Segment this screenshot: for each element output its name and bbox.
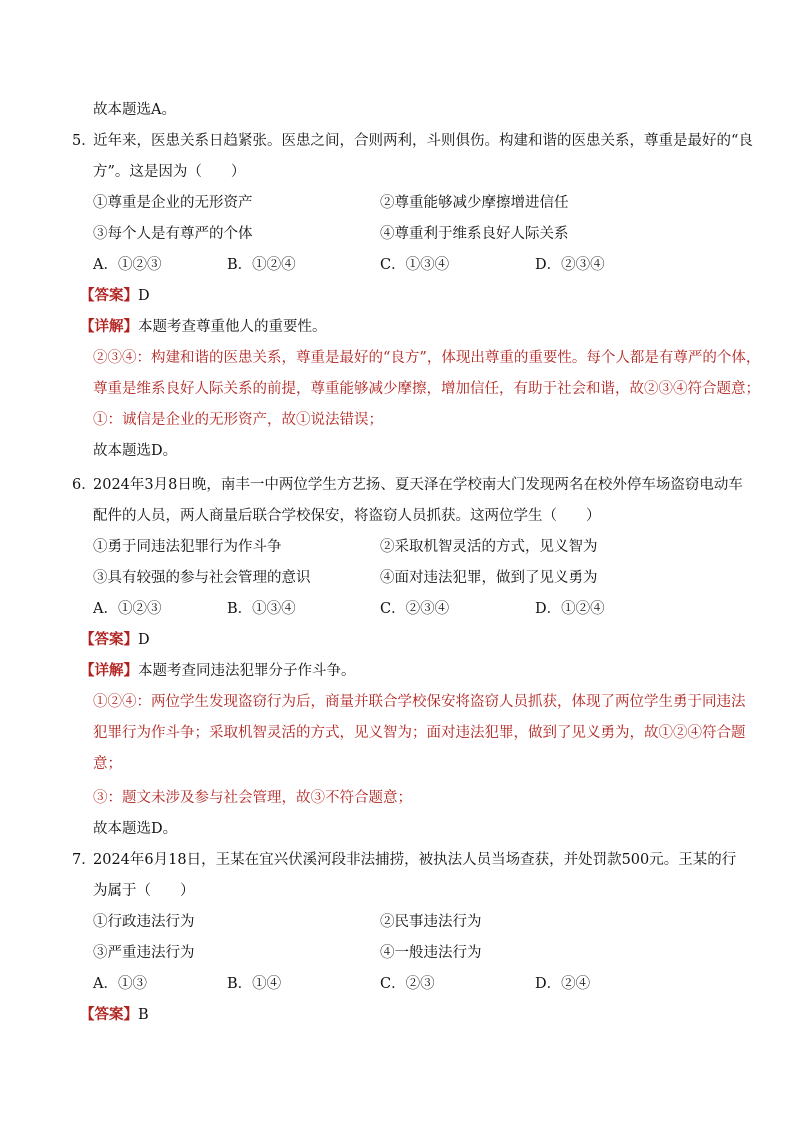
choice-c: C．①③④ bbox=[380, 257, 450, 273]
question-stem-line-2: 方”。这是因为（ ） bbox=[93, 164, 246, 180]
question-number: 7． bbox=[72, 852, 96, 868]
choice-d: D．②④ bbox=[535, 976, 591, 992]
answer-line bbox=[80, 286, 150, 306]
statement-4: ④一般违法行为 bbox=[380, 945, 482, 961]
conclusion: 故本题选D。 bbox=[93, 821, 178, 837]
analysis-line-4: ③：题文未涉及参与社会管理，故③不符合题意； bbox=[93, 790, 412, 806]
choice-a: A．①③ bbox=[93, 976, 147, 992]
choice-c: C．②③④ bbox=[380, 601, 450, 617]
detail-tag: 【详解】 bbox=[80, 318, 138, 335]
choice-b: B．①③④ bbox=[227, 601, 296, 617]
detail-text: 本题考查同违法犯罪分子作斗争。 bbox=[138, 663, 356, 679]
question-stem-line-1: 2024年3月8日晚，南丰一中两位学生方艺扬、夏天泽在学校南大门发现两名在校外停车场盗窃电动车 bbox=[93, 477, 743, 493]
choice-a: A．①②③ bbox=[93, 257, 162, 273]
answer-line bbox=[80, 1005, 149, 1025]
statement-2: ②民事违法行为 bbox=[380, 914, 482, 930]
choice-d: D．①②④ bbox=[535, 601, 605, 617]
answer-value: B bbox=[138, 1007, 149, 1023]
statement-1: ①行政违法行为 bbox=[93, 914, 195, 930]
statement-3: ③每个人是有尊严的个体 bbox=[93, 226, 253, 242]
detail-tag: 【详解】 bbox=[80, 662, 138, 679]
choice-d: D．②③④ bbox=[535, 257, 605, 273]
choice-b: B．①②④ bbox=[227, 257, 296, 273]
prev-conclusion: 故本题选A。 bbox=[93, 102, 176, 118]
analysis-line-3: ①：诚信是企业的无形资产，故①说法错误； bbox=[93, 412, 383, 428]
statement-2: ②采取机智灵活的方式，见义智为 bbox=[380, 539, 598, 555]
analysis-line-2: 犯罪行为作斗争；采取机智灵活的方式，见义智为；面对违法犯罪，做到了见义勇为，故①②④符合题 bbox=[93, 725, 746, 741]
question-stem-line-2: 为属于（ ） bbox=[93, 883, 195, 899]
answer-tag: 【答案】 bbox=[80, 631, 138, 648]
statement-4: ④尊重利于维系良好人际关系 bbox=[380, 226, 569, 242]
choice-c: C．②③ bbox=[380, 976, 435, 992]
detail-line bbox=[80, 317, 327, 337]
question-stem-line-1: 2024年6月18日，王某在宜兴伏溪河段非法捕捞，被执法人员当场查获，并处罚款500元。王某的行 bbox=[93, 852, 737, 868]
choice-b: B．①④ bbox=[227, 976, 282, 992]
question-number: 5． bbox=[72, 133, 96, 149]
statement-4: ④面对违法犯罪，做到了见义勇为 bbox=[380, 570, 598, 586]
analysis-line-1: ①②④：两位学生发现盗窃行为后，商量并联合学校保安将盗窃人员抓获，体现了两位学生勇于同违法 bbox=[93, 694, 746, 710]
conclusion: 故本题选D。 bbox=[93, 443, 178, 459]
statement-1: ①尊重是企业的无形资产 bbox=[93, 195, 253, 211]
question-stem-line-2: 配件的人员，两人商量后联合学校保安，将盗窃人员抓获。这两位学生（ ） bbox=[93, 508, 601, 524]
detail-text: 本题考查尊重他人的重要性。 bbox=[138, 319, 327, 335]
statement-2: ②尊重能够减少摩擦增进信任 bbox=[380, 195, 569, 211]
answer-tag: 【答案】 bbox=[80, 1006, 138, 1023]
detail-line bbox=[80, 661, 356, 681]
analysis-line-1: ②③④：构建和谐的医患关系，尊重是最好的“良方”，体现出尊重的重要性。每个人都是有尊严的个体， bbox=[93, 350, 761, 366]
statement-3: ③具有较强的参与社会管理的意识 bbox=[93, 570, 311, 586]
answer-value: D bbox=[138, 288, 150, 304]
question-number: 6． bbox=[72, 477, 96, 493]
answer-value: D bbox=[138, 632, 150, 648]
choice-a: A．①②③ bbox=[93, 601, 162, 617]
question-stem-line-1: 近年来，医患关系日趋紧张。医患之间，合则两利，斗则俱伤。构建和谐的医患关系，尊重是最好的“良 bbox=[93, 133, 753, 149]
analysis-line-2: 尊重是维系良好人际关系的前提，尊重能够减少摩擦，增加信任，有助于社会和谐，故②③④符合题意； bbox=[93, 381, 760, 397]
answer-tag: 【答案】 bbox=[80, 287, 138, 304]
analysis-line-3: 意； bbox=[93, 756, 122, 772]
answer-line bbox=[80, 630, 150, 650]
statement-1: ①勇于同违法犯罪行为作斗争 bbox=[93, 539, 282, 555]
statement-3: ③严重违法行为 bbox=[93, 945, 195, 961]
